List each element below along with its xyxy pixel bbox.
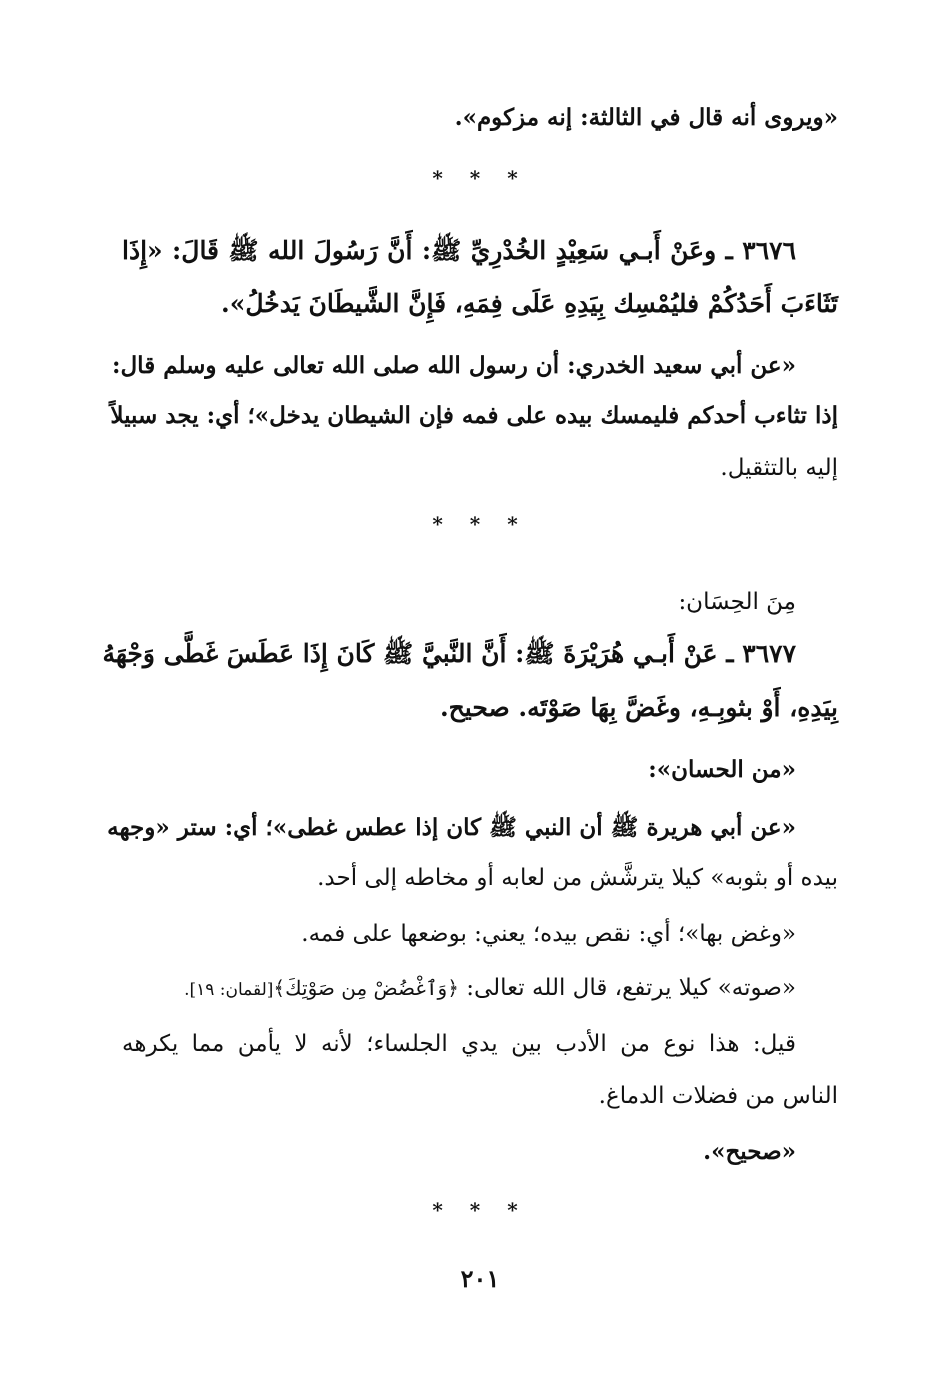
separator-stars-1: * * * bbox=[432, 166, 528, 190]
commentary-3677-line-6: الناس من فضلات الدماغ. bbox=[598, 1083, 838, 1109]
separator-stars-2: * * * bbox=[432, 512, 528, 536]
book-page bbox=[102, 0, 838, 1376]
surah-reference: [لقمان: ١٩]. bbox=[184, 980, 274, 1000]
hadith-3676-line-1: ٣٦٧٦ ـ وعَنْ أَبـي سَعِيْدٍ الخُدْرِيِّ ﷺ: أَنَّ رَسُولَ الله ﷺ قَالَ: «إِذَا bbox=[122, 236, 796, 265]
hadith-3677-line-1: ٣٦٧٧ ـ عَنْ أَبـي هُرَيْرَةَ ﷺ: أَنَّ النَّبيَّ ﷺ كَانَ إِذَا عَطَسَ غَطَّى وَجْهَهُ bbox=[102, 639, 796, 668]
commentary-3676-line-2: إذا تثاءب أحدكم فليمسك بيده على فمه فإن الشيطان يدخل»؛ أي: يجد سبيلاً bbox=[110, 402, 838, 429]
commentary-3676-line-3: إليه بالتثقيل. bbox=[720, 455, 838, 481]
commentary-3677-line-5: قيل: هذا نوع من الأدب بين يدي الجلساء؛ لأنه لا يأمن مما يكرهه bbox=[122, 1031, 796, 1057]
commentary-3677-line-3: «وغض بها»؛ أي: نقص بيده؛ يعني: بوضعها على فمه. bbox=[301, 921, 796, 947]
commentary-3677-line-1: «عن أبي هريرة ﷺ أن النبي ﷺ كان إذا عطس غطى»؛ أي: ستر «وجهه bbox=[107, 814, 796, 841]
page-number: ٢٠١ bbox=[460, 1264, 500, 1293]
commentary-3677-line-4 bbox=[122, 970, 838, 1008]
commentary-3677-heading: «من الحسان»: bbox=[648, 756, 796, 783]
quran-verse: ﴿وَٱغْضُضْ مِن صَوْتِكَ﴾ bbox=[273, 976, 459, 1000]
hadith-3677-line-2: بِيَدِهِ، أَوْ بثوبِـهِ، وغَضَّ بِهَا صَوْتَه. صحيح. bbox=[439, 693, 838, 722]
quote-intro: «صوته» كيلا يرتفع، قال الله تعالى: bbox=[466, 975, 796, 1001]
separator-stars-3: * * * bbox=[432, 1198, 528, 1222]
hadith-3676-line-2: تَثَاءَبَ أَحَدُكُمْ فليُمْسِك بِيَدِهِ عَلَى فِمَهِ، فَإِنَّ الشَّيطَانَ يَدخُلُ». bbox=[221, 289, 838, 318]
section-heading-hisan: مِنَ الحِسَان: bbox=[678, 589, 796, 615]
commentary-3676-line-1: «عن أبي سعيد الخدري: أن رسول الله صلى الله تعالى عليه وسلم قال: bbox=[111, 352, 796, 379]
paragraph-mazkum: «ويروى أنه قال في الثالثة: إنه مزكوم». bbox=[454, 104, 838, 131]
commentary-3677-line-2: بيده أو بثوبه» كيلا يترشَّش من لعابه أو مخاطه إلى أحد. bbox=[317, 865, 838, 891]
grade-sahih: «صحيح». bbox=[703, 1138, 796, 1165]
